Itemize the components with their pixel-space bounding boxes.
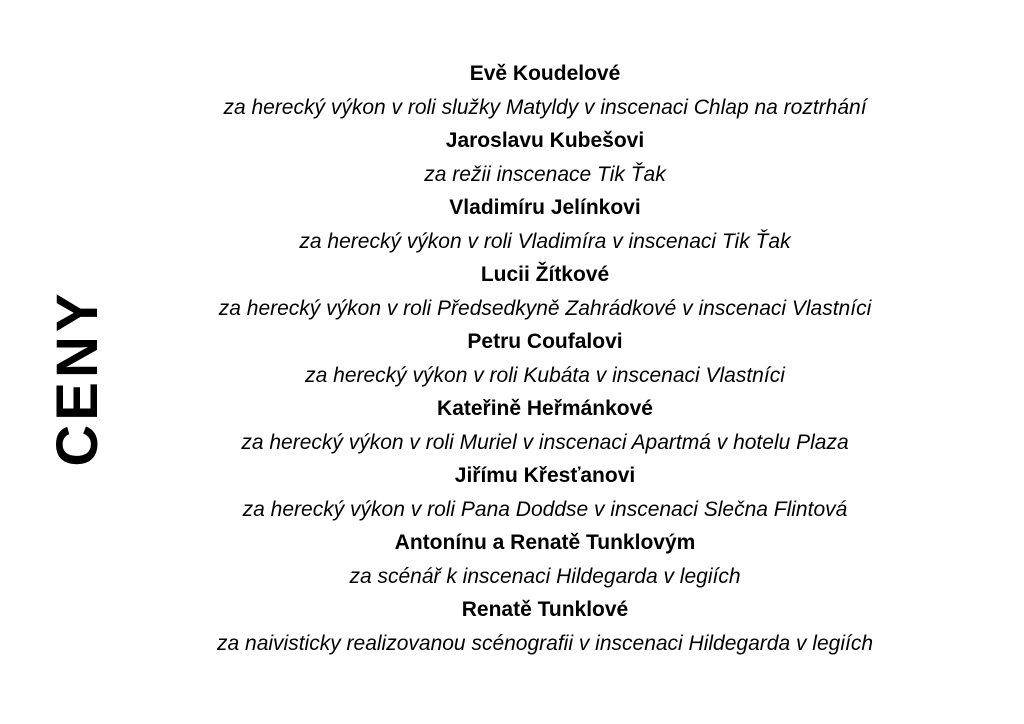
award-recipient: Petru Coufalovi	[467, 330, 623, 353]
award-citation: za herecký výkon v roli Kubáta v inscenaci Vlastníci	[305, 364, 785, 387]
award-recipient: Lucii Žítkové	[480, 263, 610, 286]
award-citation: za herecký výkon v roli Pana Doddse v inscenaci Slečna Flintová	[242, 498, 848, 521]
award-item	[130, 392, 960, 459]
award-item	[130, 57, 960, 124]
award-citation: za herecký výkon v roli služky Matyldy v inscenaci Chlap na roztrhání	[223, 96, 867, 119]
award-recipient: Vladimíru Jelínkovi	[449, 196, 641, 219]
award-item	[130, 593, 960, 660]
award-citation: za herecký výkon v roli Muriel v inscenaci Apartmá v hotelu Plaza	[241, 431, 849, 454]
award-citation: za herecký výkon v roli Předsedkyně Zahrádkové v inscenaci Vlastníci	[218, 297, 872, 320]
award-item	[130, 191, 960, 258]
award-item	[130, 459, 960, 526]
award-recipient: Kateřině Heřmánkové	[437, 397, 653, 420]
award-item	[130, 258, 960, 325]
award-item	[130, 325, 960, 392]
award-citation: za režii inscenace Tik Ťak	[424, 163, 666, 186]
award-recipient: Evě Koudelové	[469, 62, 621, 85]
award-citation: za naivisticky realizovanou scénografii v inscenaci Hildegarda v legiích	[217, 632, 873, 655]
award-item	[130, 124, 960, 191]
award-recipient: Renatě Tunklové	[461, 598, 629, 621]
award-recipient: Jiřímu Křesťanovi	[454, 464, 636, 487]
side-title: CENY	[45, 289, 110, 467]
award-citation: za herecký výkon v roli Vladimíra v inscenaci Tik Ťak	[299, 230, 791, 253]
award-recipient: Antonínu a Renatě Tunklovým	[394, 531, 696, 554]
award-recipient: Jaroslavu Kubešovi	[445, 129, 645, 152]
award-item	[130, 526, 960, 593]
award-citation: za scénář k inscenaci Hildegarda v legiích	[349, 565, 741, 588]
awards-list	[130, 57, 960, 660]
